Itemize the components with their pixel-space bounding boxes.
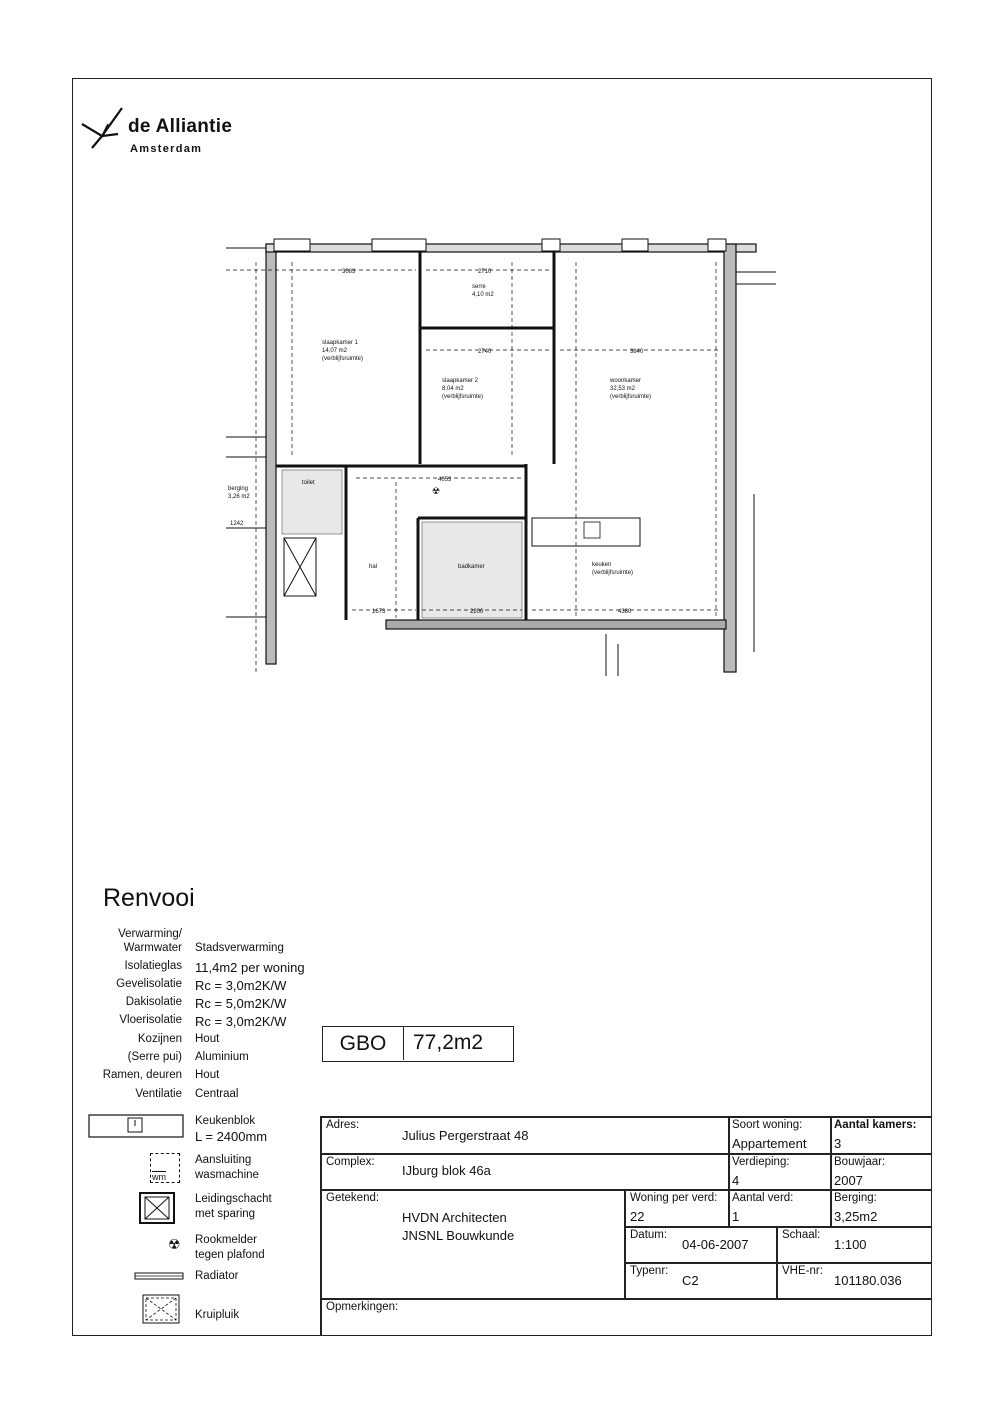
- title-block-line: [624, 1226, 932, 1228]
- schaal-value: 1:100: [834, 1237, 867, 1252]
- vhe-value: 101180.036: [834, 1273, 902, 1288]
- spec-value: Stadsverwarming: [195, 942, 284, 954]
- spec-value: Rc = 3,0m2K/W: [195, 1014, 287, 1029]
- legend-text: Keukenblok: [195, 1115, 256, 1127]
- room-area: 32,53 m2: [610, 386, 636, 392]
- room-name: slaapkamer 1: [322, 340, 359, 346]
- wm-label: wm: [152, 1172, 166, 1182]
- spec-value: Centraal: [195, 1088, 239, 1100]
- spec-value: 11,4m2 per woning: [195, 960, 305, 975]
- berging-label: Berging:: [834, 1192, 877, 1204]
- legend-text: Leidingschacht: [195, 1193, 272, 1205]
- washing-machine-icon: [150, 1153, 180, 1183]
- spec-label: Gevelisolatie: [116, 978, 182, 990]
- logo-city: Amsterdam: [130, 143, 203, 155]
- title-block-line: [624, 1189, 626, 1298]
- gbo-box: [322, 1026, 514, 1062]
- title-block-line: [320, 1116, 932, 1118]
- spec-value: Hout: [195, 1033, 220, 1045]
- room-area: 14,07 m2: [322, 348, 348, 354]
- room-name: hal: [369, 564, 378, 570]
- soort-label: Soort woning:: [732, 1119, 803, 1131]
- room-name: keuken: [592, 562, 612, 568]
- renvooi-title: Renvooi: [103, 884, 195, 912]
- floor-plan: [226, 232, 782, 676]
- spec-value: Rc = 5,0m2K/W: [195, 996, 287, 1011]
- complex-label: Complex:: [326, 1156, 375, 1168]
- opmerkingen-label: Opmerkingen:: [326, 1301, 399, 1313]
- getekend-value: HVDN Architecten: [402, 1210, 507, 1225]
- spec-label: Ventilatie: [135, 1088, 182, 1100]
- room-note: (verblijfsruimte): [442, 394, 484, 400]
- wpv-value: 22: [630, 1209, 645, 1224]
- verd-value: 1: [732, 1209, 740, 1224]
- legend-item-keukenblok: [80, 1114, 320, 1154]
- room-note: (verblijfsruimte): [592, 570, 634, 576]
- legend-text: Aansluiting: [195, 1154, 252, 1166]
- dimension-label: 2740: [478, 349, 492, 355]
- legend-text: tegen plafond: [195, 1249, 265, 1261]
- dimension-label: 2710: [478, 269, 492, 275]
- title-block-line: [320, 1189, 932, 1191]
- legend-item-leidingschacht: [80, 1192, 320, 1232]
- legend-text: Rookmelder: [195, 1234, 257, 1246]
- legend-text: wasmachine: [195, 1169, 259, 1181]
- room-area: 8,04 m2: [442, 386, 464, 392]
- spec-label: Kozijnen: [137, 1033, 182, 1045]
- typenr-label: Typenr:: [630, 1265, 669, 1277]
- bouwjaar-label: Bouwjaar:: [834, 1156, 886, 1168]
- getekend-value: JNSNL Bouwkunde: [402, 1228, 515, 1243]
- room-name: slaapkamer 2: [442, 378, 479, 384]
- logo: [78, 104, 278, 160]
- crawl-hatch-icon: [142, 1294, 180, 1324]
- title-block: [320, 1116, 932, 1336]
- spec-label: (Serre pui): [127, 1051, 182, 1063]
- smoke-detector-icon: ☢: [168, 1237, 181, 1253]
- dimension-label: 1242: [230, 521, 244, 527]
- title-block-line: [320, 1298, 932, 1300]
- dimension-label: 2200: [470, 609, 484, 615]
- spec-value: Rc = 3,0m2K/W: [195, 978, 287, 993]
- smoke-detector-icon: ☢: [432, 487, 441, 497]
- gbo-label: GBO: [323, 1027, 404, 1060]
- legend-text: Radiator: [195, 1270, 239, 1282]
- wpv-label: Woning per verd:: [630, 1192, 718, 1204]
- vhe-label: VHE-nr:: [782, 1265, 823, 1277]
- adres-label: Adres:: [326, 1119, 360, 1131]
- title-block-line: [320, 1116, 322, 1336]
- title-block-line: [830, 1116, 832, 1226]
- legend-item-wasmachine: [80, 1153, 320, 1193]
- room-name: toilet: [302, 480, 315, 486]
- dimension-label: 3083: [342, 269, 356, 275]
- room-name: woonkamer: [610, 378, 642, 384]
- legend-item-rookmelder: [80, 1233, 320, 1273]
- spec-label: Isolatieglas: [124, 960, 182, 972]
- spec-label: Ramen, deuren: [102, 1069, 182, 1081]
- keukenblok-icon: [88, 1114, 184, 1138]
- radiator-icon: [134, 1272, 184, 1280]
- title-block-line: [776, 1226, 778, 1298]
- kamers-value: 3: [834, 1136, 842, 1151]
- spec-value: Hout: [195, 1069, 220, 1081]
- berging-value: 3,25m2: [834, 1209, 878, 1224]
- getekend-label: Getekend:: [326, 1192, 380, 1204]
- verd-label: Aantal verd:: [732, 1192, 794, 1204]
- room-note: (verblijfsruimte): [610, 394, 652, 400]
- dimension-label: 1673: [372, 609, 386, 615]
- schaal-label: Schaal:: [782, 1229, 821, 1241]
- legend-text: met sparing: [195, 1208, 256, 1220]
- datum-label: Datum:: [630, 1229, 668, 1241]
- spec-label: Vloerisolatie: [119, 1014, 182, 1026]
- shaft-icon: [139, 1192, 175, 1224]
- datum-value: 04-06-2007: [682, 1237, 749, 1252]
- legend-text: L = 2400mm: [195, 1129, 268, 1144]
- dimension-label: 4380: [618, 609, 632, 615]
- room-name: badkamer: [458, 564, 485, 570]
- typenr-value: C2: [682, 1273, 699, 1288]
- kamers-label: Aantal kamers:: [834, 1119, 917, 1131]
- verdieping-value: 4: [732, 1173, 740, 1188]
- soort-value: Appartement: [732, 1136, 807, 1151]
- bouwjaar-value: 2007: [834, 1173, 863, 1188]
- legend-item-kruipluik: [80, 1294, 320, 1334]
- title-block-line: [728, 1116, 730, 1226]
- logo-name: de Alliantie: [128, 116, 233, 137]
- adres-value: Julius Pergerstraat 48: [402, 1128, 529, 1143]
- title-block-line: [624, 1262, 932, 1264]
- room-area: 4,10 m2: [472, 292, 494, 298]
- dimension-label: 3840: [630, 349, 644, 355]
- room-area: 3,26 m2: [228, 494, 250, 500]
- spec-label: Warmwater: [123, 942, 182, 954]
- dimension-label: 4053: [438, 477, 452, 483]
- room-name: berging: [228, 486, 249, 492]
- room-name: serre: [472, 284, 486, 290]
- spec-label: Dakisolatie: [125, 996, 182, 1008]
- spec-value: Aluminium: [195, 1051, 249, 1063]
- spec-label: Verwarming/: [118, 928, 182, 940]
- gbo-value: 77,2m2: [413, 1031, 484, 1054]
- alliantie-logo-icon: [78, 104, 126, 152]
- title-block-line: [320, 1153, 932, 1155]
- complex-value: IJburg blok 46a: [402, 1163, 491, 1178]
- legend-text: Kruipluik: [195, 1309, 240, 1321]
- verdieping-label: Verdieping:: [732, 1156, 790, 1168]
- room-note: (verblijfsruimte): [322, 356, 364, 362]
